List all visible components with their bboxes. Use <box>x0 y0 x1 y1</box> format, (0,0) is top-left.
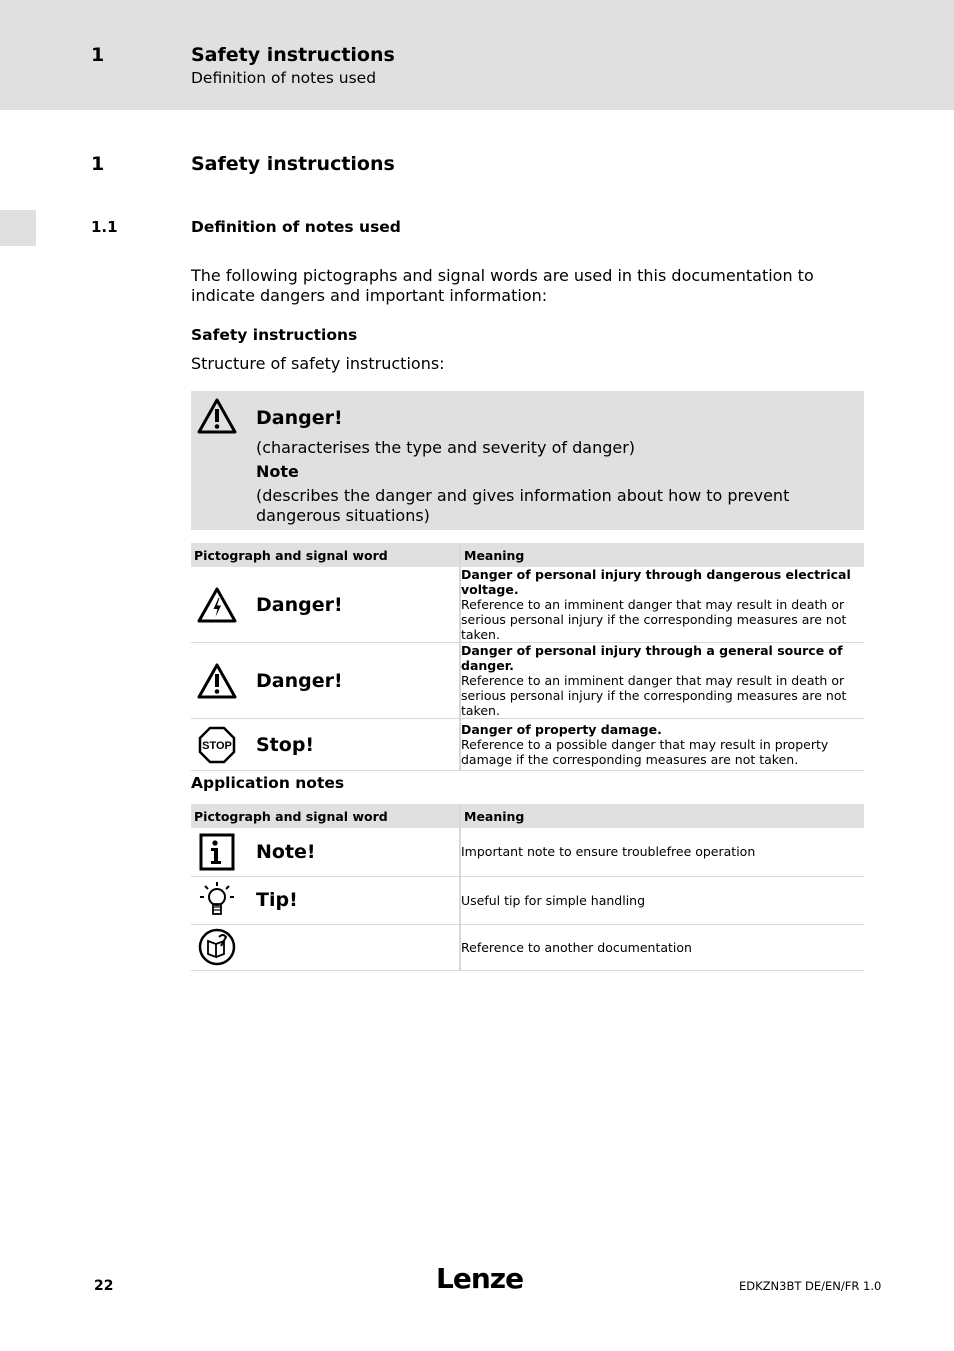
meaning-text: Reference to a possible danger that may result in property damage if the corresponding measures are not taken. <box>461 737 829 767</box>
application-notes-table <box>191 804 864 971</box>
meaning-text: Reference to another documentation <box>460 924 864 970</box>
general-danger-warning-icon <box>195 661 239 701</box>
meaning-title: Danger of personal injury through a general source of danger. <box>461 643 843 673</box>
heading1-title: Safety instructions <box>191 153 395 175</box>
meaning-text: Useful tip for simple handling <box>460 876 864 924</box>
svg-text:STOP: STOP <box>202 739 232 752</box>
table-row <box>191 643 864 719</box>
lightbulb-tip-icon <box>195 880 239 920</box>
heading1-number: 1 <box>91 153 105 175</box>
meaning-text: Important note to ensure troublefree operation <box>460 828 864 876</box>
table-row <box>191 828 864 876</box>
table-row <box>191 876 864 924</box>
meaning-text: Reference to an imminent danger that may result in death or serious personal injury if the corresponding measures are not taken. <box>461 597 847 642</box>
table-row <box>191 924 864 970</box>
signal-word: Danger! <box>256 669 343 692</box>
header-section-title: Definition of notes used <box>191 69 377 87</box>
meaning-title: Danger of property damage. <box>461 722 662 737</box>
chapter-side-tab <box>0 210 36 246</box>
safety-pictograph-table <box>191 543 864 771</box>
documentation-reference-icon <box>195 927 239 967</box>
column-header-pictograph: Pictograph and signal word <box>191 543 460 567</box>
stop-sign-icon <box>195 725 239 765</box>
page-header <box>0 0 954 110</box>
table-header-row <box>191 543 864 567</box>
signal-word: Tip! <box>256 889 298 911</box>
signal-word: Note! <box>256 840 316 863</box>
page-number: 22 <box>94 1278 114 1294</box>
table-row <box>191 567 864 643</box>
document-id: EDKZN3BT DE/EN/FR 1.0 <box>739 1279 882 1293</box>
info-note-icon <box>195 832 239 872</box>
column-header-meaning: Meaning <box>460 543 864 567</box>
signal-word: Danger! <box>256 593 343 616</box>
application-notes-subheading: Application notes <box>191 774 345 792</box>
header-chapter-title: Safety instructions <box>191 44 395 66</box>
meaning-text: Reference to an imminent danger that may result in death or serious personal injury if the corresponding measures are not taken. <box>461 673 847 718</box>
table-header-row <box>191 804 864 828</box>
table-row <box>191 719 864 771</box>
heading2-title: Definition of notes used <box>191 218 401 236</box>
structure-text: Structure of safety instructions: <box>191 354 445 373</box>
meaning-title: Danger of personal injury through dangerous electrical voltage. <box>461 567 851 597</box>
safety-instruction-structure-box <box>191 391 864 530</box>
heading2-number: 1.1 <box>91 218 118 236</box>
example-signal-word: Danger! <box>256 407 343 429</box>
electrical-voltage-warning-icon <box>195 585 239 625</box>
example-type-text: (characterises the type and severity of danger) <box>256 438 636 457</box>
intro-paragraph: The following pictographs and signal words are used in this documentation to indicate dangers and important information: <box>191 266 814 305</box>
column-header-meaning: Meaning <box>460 804 864 828</box>
lenze-logo: Lenze <box>436 1262 524 1295</box>
safety-subheading: Safety instructions <box>191 326 358 344</box>
column-header-pictograph: Pictograph and signal word <box>191 804 460 828</box>
example-note-text: (describes the danger and gives information about how to prevent dangerous situations) <box>256 486 790 525</box>
warning-triangle-icon <box>196 397 238 435</box>
header-chapter-number: 1 <box>91 44 105 66</box>
signal-word: Stop! <box>256 733 315 756</box>
example-note-label: Note <box>256 462 299 481</box>
